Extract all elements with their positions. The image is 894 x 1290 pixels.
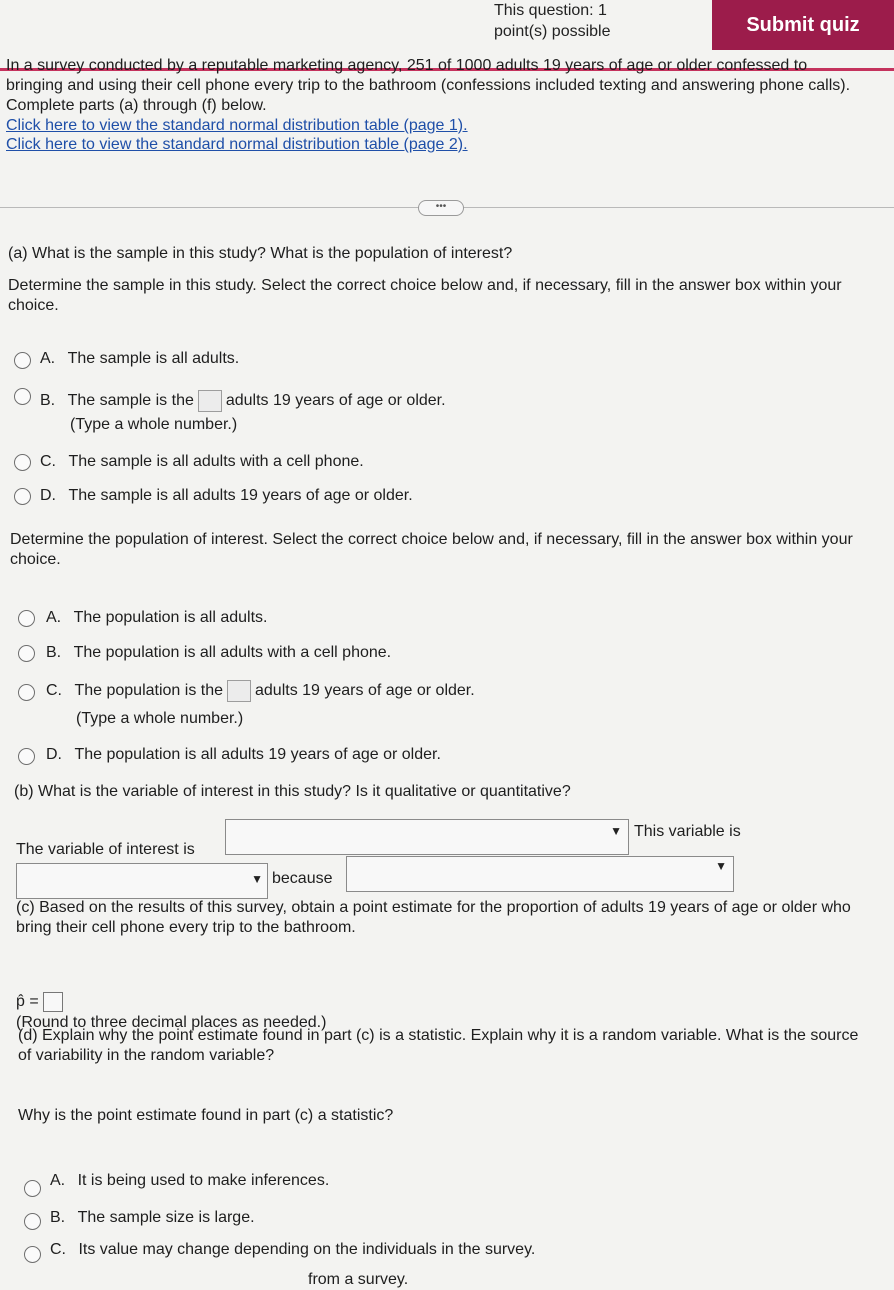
this-variable-is-label: This variable is: [634, 823, 741, 840]
population-option-c: [46, 680, 475, 702]
dropdown-arrow-icon: ▼: [610, 824, 622, 838]
expand-more-button[interactable]: •••: [418, 200, 464, 216]
question-info: [494, 0, 664, 42]
because-reason-dropdown[interactable]: [346, 856, 734, 892]
option-letter: B.: [46, 644, 62, 661]
option-letter: B.: [40, 392, 56, 410]
population-option-d-radio[interactable]: [18, 748, 35, 765]
sample-option-b: [40, 390, 446, 412]
option-text: The sample is all adults 19 years of age or older.: [68, 487, 413, 504]
option-letter: D.: [40, 487, 56, 504]
p-hat-row: [16, 992, 63, 1012]
population-size-input[interactable]: [227, 680, 251, 702]
population-prompt: Determine the population of interest. Select the correct choice below and, if necessary, fill in the answer box within your choice.: [10, 531, 853, 568]
option-text-after: adults 19 years of age or older.: [225, 392, 446, 410]
points-label: point(s) possible: [494, 23, 611, 40]
because-label: because: [272, 870, 333, 887]
normal-table-link-page-1[interactable]: Click here to view the standard normal distribution table (page 1).: [6, 117, 468, 134]
sample-option-c-radio[interactable]: [14, 454, 31, 471]
part-a-question: (a) What is the sample in this study? What is the population of interest?: [8, 245, 513, 262]
option-text: It is being used to make inferences.: [77, 1172, 330, 1189]
question-label: This question: 1: [494, 2, 607, 19]
population-option-a-radio[interactable]: [18, 610, 35, 627]
sample-prompt: Determine the sample in this study. Select the correct choice below and, if necessary, fill in the answer box within your choice.: [8, 277, 842, 314]
submit-quiz-button[interactable]: Submit quiz: [712, 0, 894, 50]
option-letter: A.: [40, 350, 56, 367]
sample-option-a-radio[interactable]: [14, 352, 31, 369]
sample-option-b-radio[interactable]: [14, 388, 31, 405]
option-text-before: The sample is the: [67, 392, 194, 410]
p-hat-input[interactable]: [43, 992, 63, 1012]
option-text-before: The population is the: [74, 682, 223, 700]
sample-option-b-hint: (Type a whole number.): [70, 416, 238, 433]
normal-table-link-page-2[interactable]: Click here to view the standard normal distribution table (page 2).: [6, 136, 468, 153]
statistic-option-c: [50, 1240, 535, 1260]
statistic-option-b-radio[interactable]: [24, 1213, 41, 1230]
population-option-c-hint: (Type a whole number.): [76, 710, 244, 727]
part-d-question: (d) Explain why the point estimate found in part (c) is a statistic. Explain why it is a random variable. What is the source of variability in the random variable?: [18, 1027, 859, 1064]
option-letter: C.: [40, 453, 56, 470]
variable-of-interest-dropdown[interactable]: [225, 819, 629, 855]
option-letter: B.: [50, 1209, 66, 1226]
intro-text: In a survey conducted by a reputable marketing agency, 251 of 1000 adults 19 years of age or older confessed to bringing and using their cell phone every trip to the bathroom (confessions included texting and answering phone calls). Complete parts (a) through (f) below.: [6, 57, 851, 114]
option-text: The sample size is large.: [77, 1209, 255, 1226]
population-option-c-radio[interactable]: [18, 684, 35, 701]
option-text: The sample is all adults with a cell phone.: [68, 453, 364, 470]
sample-size-input[interactable]: [198, 390, 222, 412]
option-text-after: adults 19 years of age or older.: [255, 682, 475, 700]
sample-option-a: [40, 349, 239, 369]
statistic-option-b: [50, 1208, 255, 1228]
option-text: The sample is all adults.: [67, 350, 240, 367]
part-b-question: (b) What is the variable of interest in this study? Is it qualitative or quantitative?: [14, 783, 571, 800]
option-letter: C.: [46, 682, 62, 700]
dropdown-arrow-icon: ▼: [251, 872, 263, 886]
variable-type-dropdown[interactable]: [16, 863, 268, 899]
option-letter: C.: [50, 1241, 66, 1258]
part-c-question: (c) Based on the results of this survey, obtain a point estimate for the proportion of adults 19 years of age or older who bring their cell phone every trip to the bathroom.: [16, 899, 851, 936]
sample-option-d: [40, 486, 413, 506]
population-option-b-radio[interactable]: [18, 645, 35, 662]
option-letter: A.: [50, 1172, 66, 1189]
dropdown-arrow-icon: ▼: [715, 859, 727, 873]
population-option-b: [46, 643, 391, 663]
statistic-option-a-radio[interactable]: [24, 1180, 41, 1197]
variable-of-interest-label: The variable of interest is: [16, 841, 195, 858]
population-option-a: [46, 608, 267, 628]
round-hint: (Round to three decimal places as needed.): [16, 1014, 327, 1031]
sample-option-d-radio[interactable]: [14, 488, 31, 505]
option-text: Its value may change depending on the individuals in the survey.: [78, 1241, 536, 1258]
option-letter: D.: [46, 746, 62, 763]
option-text: The population is all adults 19 years of age or older.: [74, 746, 441, 763]
option-text: The population is all adults.: [73, 609, 268, 626]
statistic-option-c-radio[interactable]: [24, 1246, 41, 1263]
statistic-sub-question: Why is the point estimate found in part (c) a statistic?: [18, 1107, 394, 1124]
option-letter: A.: [46, 609, 62, 626]
intro-section: [6, 56, 866, 154]
cut-off-text: from a survey.: [308, 1271, 409, 1288]
sample-option-c: [40, 452, 364, 472]
p-hat-label: p̂ =: [16, 993, 39, 1011]
option-text: The population is all adults with a cell phone.: [73, 644, 392, 661]
statistic-option-a: [50, 1171, 329, 1191]
population-option-d: [46, 745, 441, 765]
